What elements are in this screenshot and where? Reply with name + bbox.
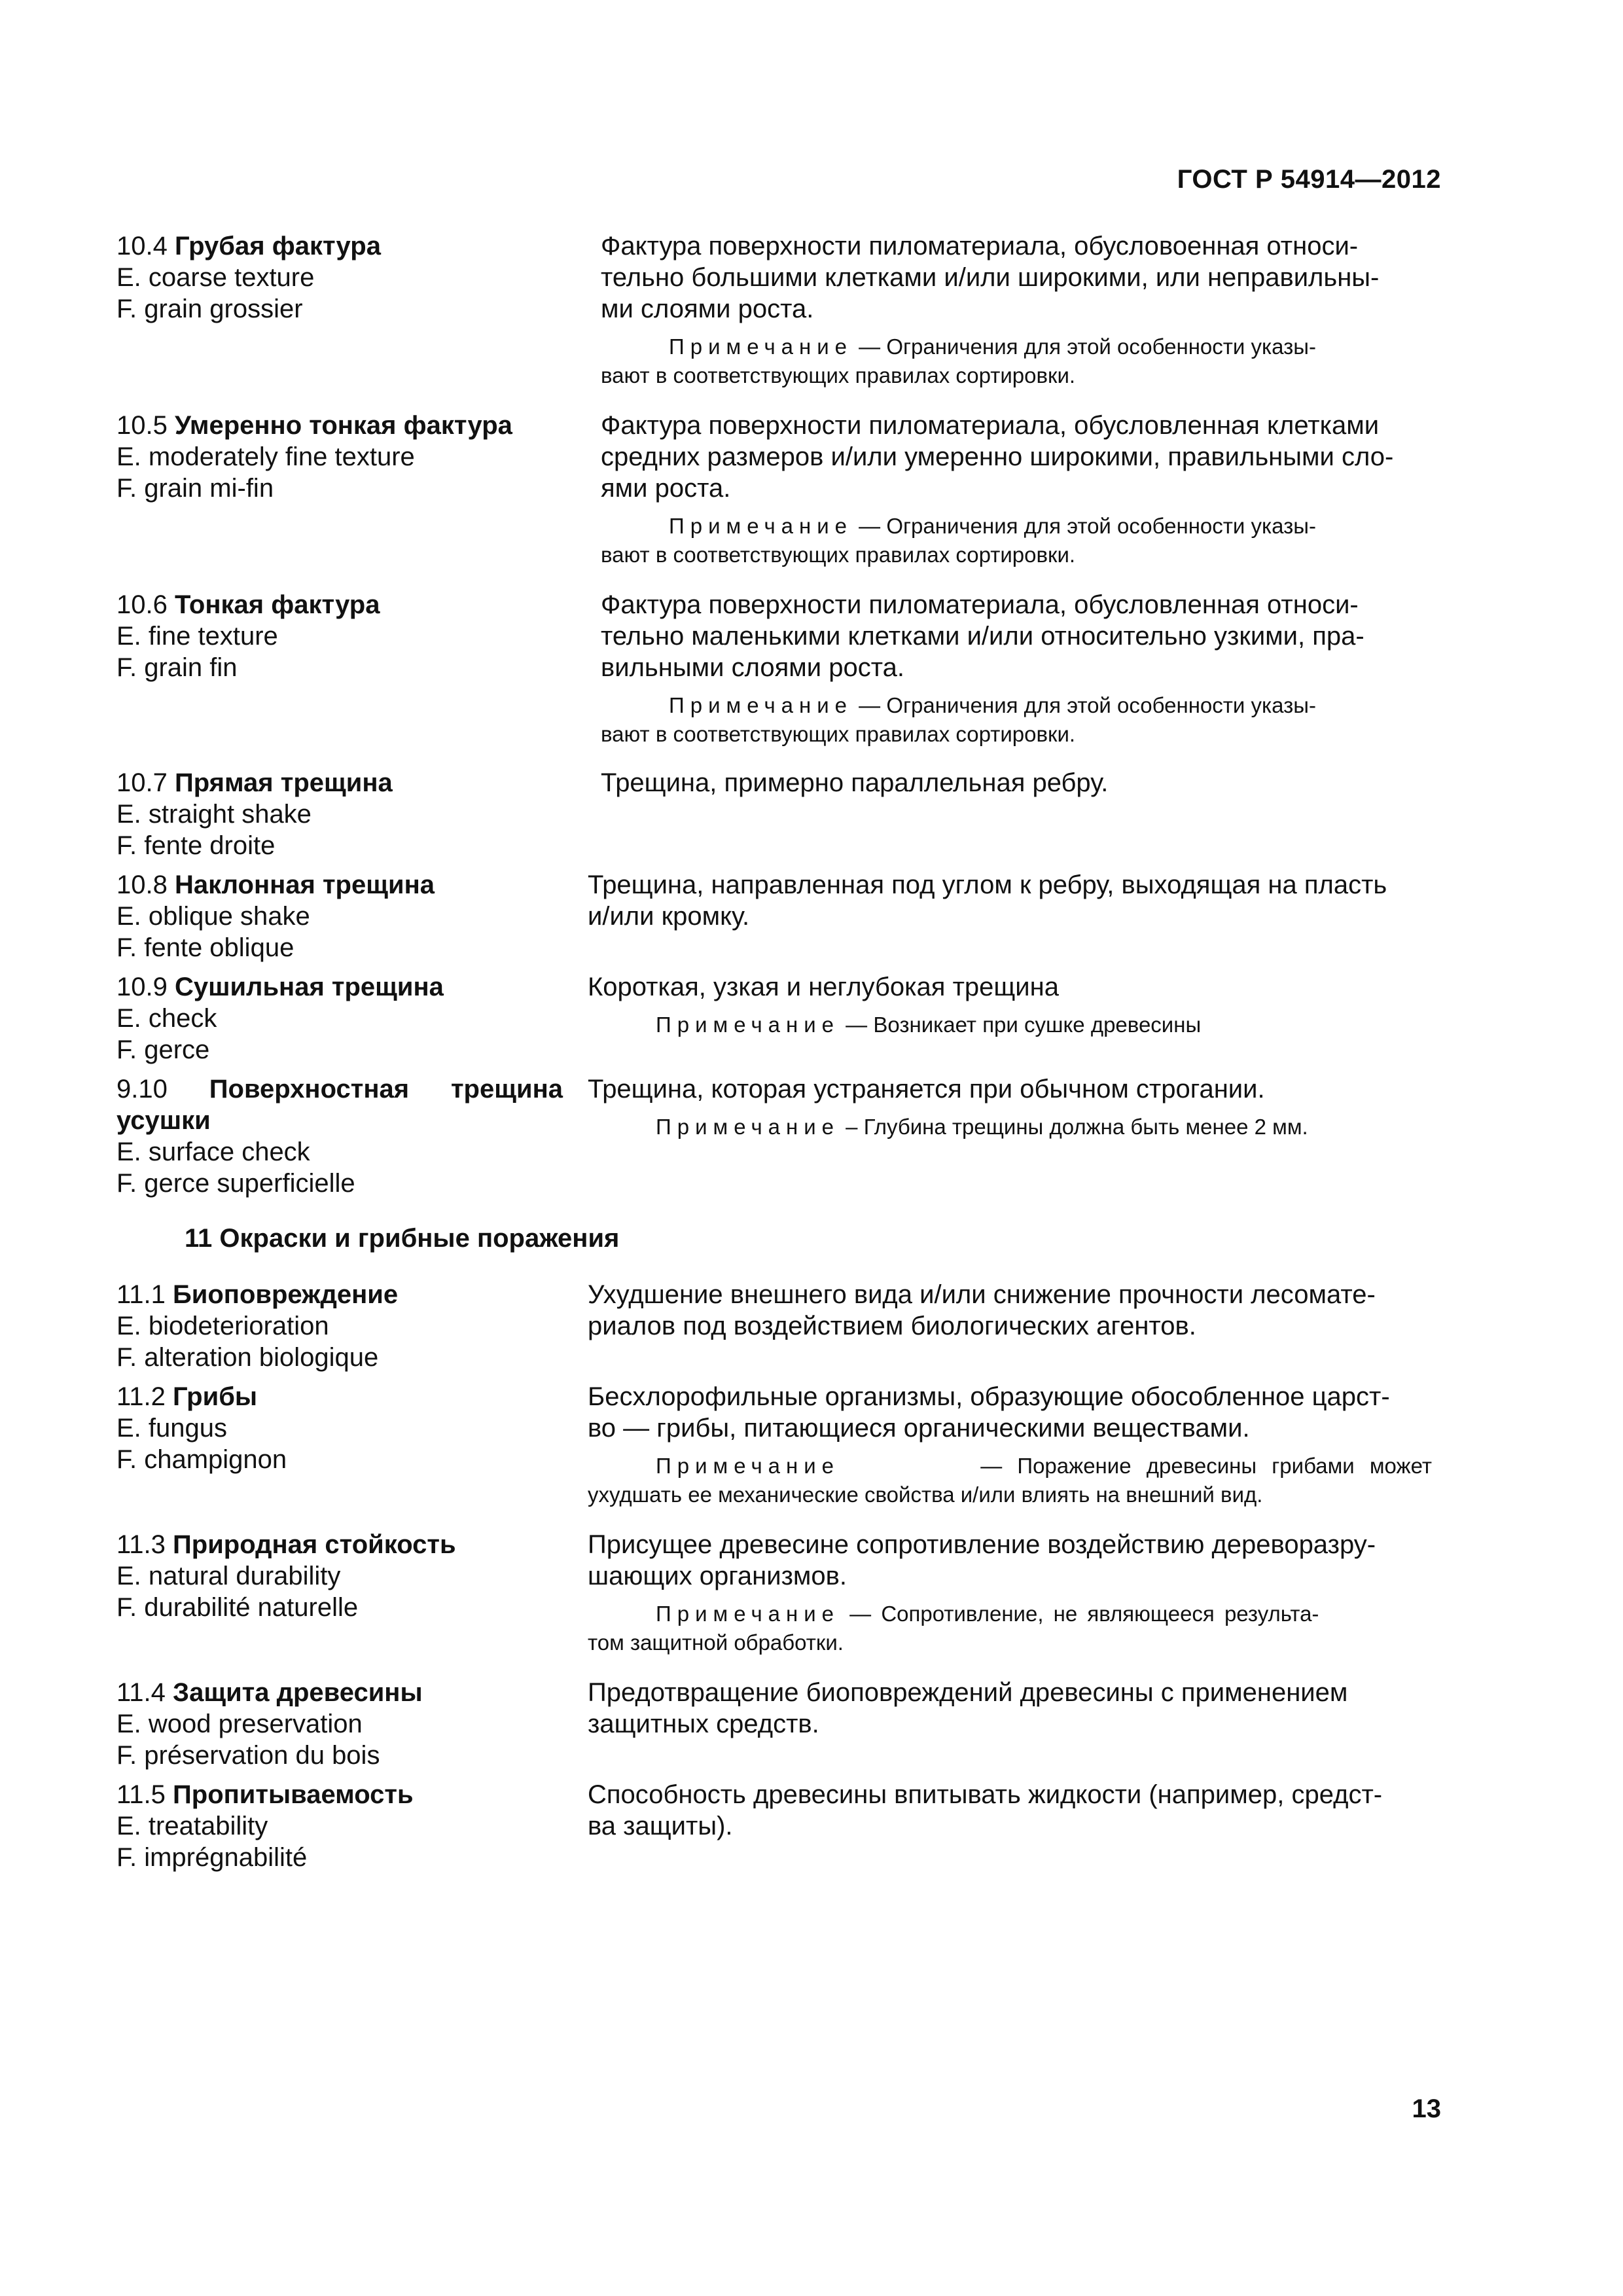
term-entry-11-1 (116, 1279, 1432, 1373)
term-ru-part-1: Поверхностная (209, 1075, 410, 1103)
term-ru-part-2: трещина (450, 1075, 563, 1103)
term-entry-10-8 (116, 869, 1432, 963)
term-en: E. coarse texture (116, 263, 315, 292)
term-definition: Трещина, направленная под углом к ребру, выходящая на пласть и/или кромку. (588, 870, 1387, 931)
term-definition: Ухудшение внешнего вида и/или снижение прочности лесомате- риалов под воздействием биологических агентов. (588, 1280, 1376, 1340)
term-ru: Тонкая фактура (174, 590, 380, 619)
term-definition: Способность древесины впитывать жидкости (например, средст- ва защиты). (588, 1780, 1383, 1840)
term-names (116, 1279, 575, 1373)
term-fr: F. gerce superficielle (116, 1169, 355, 1198)
section-title: 11 Окраски и грибные поражения (185, 1224, 620, 1253)
term-entry-10-5 (116, 410, 1432, 569)
term-fr: F. grain grossier (116, 295, 303, 323)
term-number: 11.1 (116, 1280, 166, 1309)
term-entry-10-7 (116, 767, 1432, 861)
term-number: 9.10 (116, 1075, 168, 1103)
term-en: E. fine texture (116, 622, 278, 651)
note-label: Примечание (656, 1602, 840, 1626)
term-en: E. moderately fine texture (116, 442, 415, 471)
term-en: E. natural durability (116, 1562, 341, 1590)
term-names (116, 1381, 575, 1509)
term-definition: Бесхлорофильные организмы, образующие обособленное царст- во — грибы, питающиеся органическими веществами. Примечание — Поражение древесины грибами может ухудшать ее механические свойства и/или влиять на внешний вид. (575, 1381, 1432, 1509)
term-ru: Умеренно тонкая фактура (174, 411, 512, 440)
term-en: E. treatability (116, 1812, 268, 1840)
term-entry-11-5 (116, 1779, 1432, 1873)
term-definition: Трещина, которая устраняется при обычном строгании. Примечание – Глубина трещины должна быть менее 2 мм. (575, 1073, 1432, 1199)
term-number: 11.3 (116, 1530, 166, 1559)
note: Примечание — Ограничения для этой особенности указы- вают в соответствующих правилах сортировки. (601, 334, 1316, 387)
term-ru: Грибы (173, 1382, 258, 1411)
term-names (116, 1779, 575, 1873)
term-en: E. straight shake (116, 800, 312, 829)
term-ru: Сушильная трещина (174, 973, 444, 1001)
term-ru: Грубая фактура (174, 232, 381, 260)
term-names (116, 1677, 575, 1771)
term-entry-11-3 (116, 1529, 1432, 1657)
term-entry-10-6 (116, 589, 1432, 749)
term-number: 11.5 (116, 1780, 166, 1809)
term-entry-10-9 (116, 971, 1432, 1066)
document-body (116, 230, 1432, 1873)
term-definition: Фактура поверхности пиломатериала, обусловленная относи- тельно маленькими клетками и/или относительно узкими, пра- вильными слоями роста. Примечание — Ограничения для этой особенности указы- вают в соответствующих правилах сортировки. (575, 589, 1432, 749)
page-number: 13 (1412, 2094, 1441, 2123)
term-ru: Пропитываемость (173, 1780, 414, 1809)
term-number: 11.4 (116, 1678, 166, 1707)
note-label: Примечание (656, 1454, 840, 1478)
note-label: Примечание (669, 693, 853, 717)
term-definition: Трещина, примерно параллельная ребру. (601, 768, 1109, 797)
term-names (116, 589, 575, 749)
term-entry-11-4 (116, 1677, 1432, 1771)
term-number: 11.2 (116, 1382, 166, 1411)
term-fr: F. gerce (116, 1035, 210, 1064)
term-entry-10-4 (116, 230, 1432, 390)
term-names (116, 410, 575, 569)
term-en: E. surface check (116, 1138, 310, 1166)
note: Примечание — Ограничения для этой особенности указы- вают в соответствующих правилах сортировки. (601, 514, 1316, 567)
term-entry-11-2 (116, 1381, 1432, 1509)
term-number: 10.4 (116, 232, 168, 260)
term-definition: Присущее древесине сопротивление воздействию дереворазру- шающих организмов. Примечание — Сопротивление, не являющееся результа- том защитной обработки. (575, 1529, 1432, 1657)
term-names (116, 1073, 575, 1199)
term-en: E. wood preservation (116, 1710, 363, 1738)
term-ru: Биоповреждение (173, 1280, 399, 1309)
term-names (116, 767, 575, 861)
term-number: 10.7 (116, 768, 168, 797)
term-definition: Предотвращение биоповреждений древесины с применением защитных средств. (588, 1678, 1348, 1738)
term-ru: Защита древесины (173, 1678, 423, 1707)
term-fr: F. champignon (116, 1445, 287, 1474)
term-fr: F. fente oblique (116, 933, 294, 962)
standard-header: ГОСТ Р 54914—2012 (1177, 165, 1441, 194)
term-ru: Наклонная трещина (174, 870, 435, 899)
term-en: E. oblique shake (116, 902, 310, 931)
term-fr: F. alteration biologique (116, 1343, 379, 1372)
term-definition: Фактура поверхности пиломатериала, обусловоенная относи- тельно большими клетками и/или широкими, или неправильны- ми слоями роста. Примечание — Ограничения для этой особенности указы- вают в соответствующих правилах сортировки. (575, 230, 1432, 390)
note: Примечание — Возникает при сушке древесины (656, 1013, 1202, 1037)
term-entry-9-10 (116, 1073, 1432, 1199)
term-number: 10.5 (116, 411, 168, 440)
term-fr: F. grain mi-fin (116, 474, 274, 503)
term-definition: Короткая, узкая и неглубокая трещина Примечание — Возникает при сушке древесины (575, 971, 1432, 1066)
note-label: Примечание (656, 1115, 840, 1139)
term-fr: F. fente droite (116, 831, 276, 860)
note: Примечание — Поражение древесины грибами может ухудшать ее механические свойства и/или влиять на внешний вид. (588, 1452, 1432, 1509)
term-ru: Прямая трещина (174, 768, 393, 797)
note: Примечание – Глубина трещины должна быть менее 2 мм. (656, 1115, 1308, 1139)
term-en: E. check (116, 1004, 217, 1033)
term-number: 10.6 (116, 590, 168, 619)
term-number: 10.9 (116, 973, 168, 1001)
term-number: 10.8 (116, 870, 168, 899)
note-label: Примечание (656, 1013, 840, 1037)
term-fr: F. préservation du bois (116, 1741, 380, 1770)
note-label: Примечание (669, 334, 853, 359)
term-fr: F. grain fin (116, 653, 238, 682)
term-names (116, 869, 575, 963)
term-definition: Фактура поверхности пиломатериала, обусловленная клетками средних размеров и/или умеренно широкими, правильными сло- ями роста. Примечание — Ограничения для этой особенности указы- вают в соответствующих правилах сортировки. (575, 410, 1432, 569)
note: Примечание — Сопротивление, не являющееся результа- том защитной обработки. (588, 1602, 1319, 1655)
term-en: E. fungus (116, 1414, 228, 1443)
note: Примечание — Ограничения для этой особенности указы- вают в соответствующих правилах сортировки. (601, 693, 1316, 746)
term-ru-part-3: усушки (116, 1106, 211, 1135)
term-fr: F. imprégnabilité (116, 1843, 308, 1872)
note-label: Примечание (669, 514, 853, 538)
term-en: E. biodeterioration (116, 1312, 329, 1340)
term-names (116, 230, 575, 390)
term-names (116, 1529, 575, 1657)
term-ru: Природная стойкость (173, 1530, 456, 1559)
term-fr: F. durabilité naturelle (116, 1593, 359, 1622)
term-names (116, 971, 575, 1066)
